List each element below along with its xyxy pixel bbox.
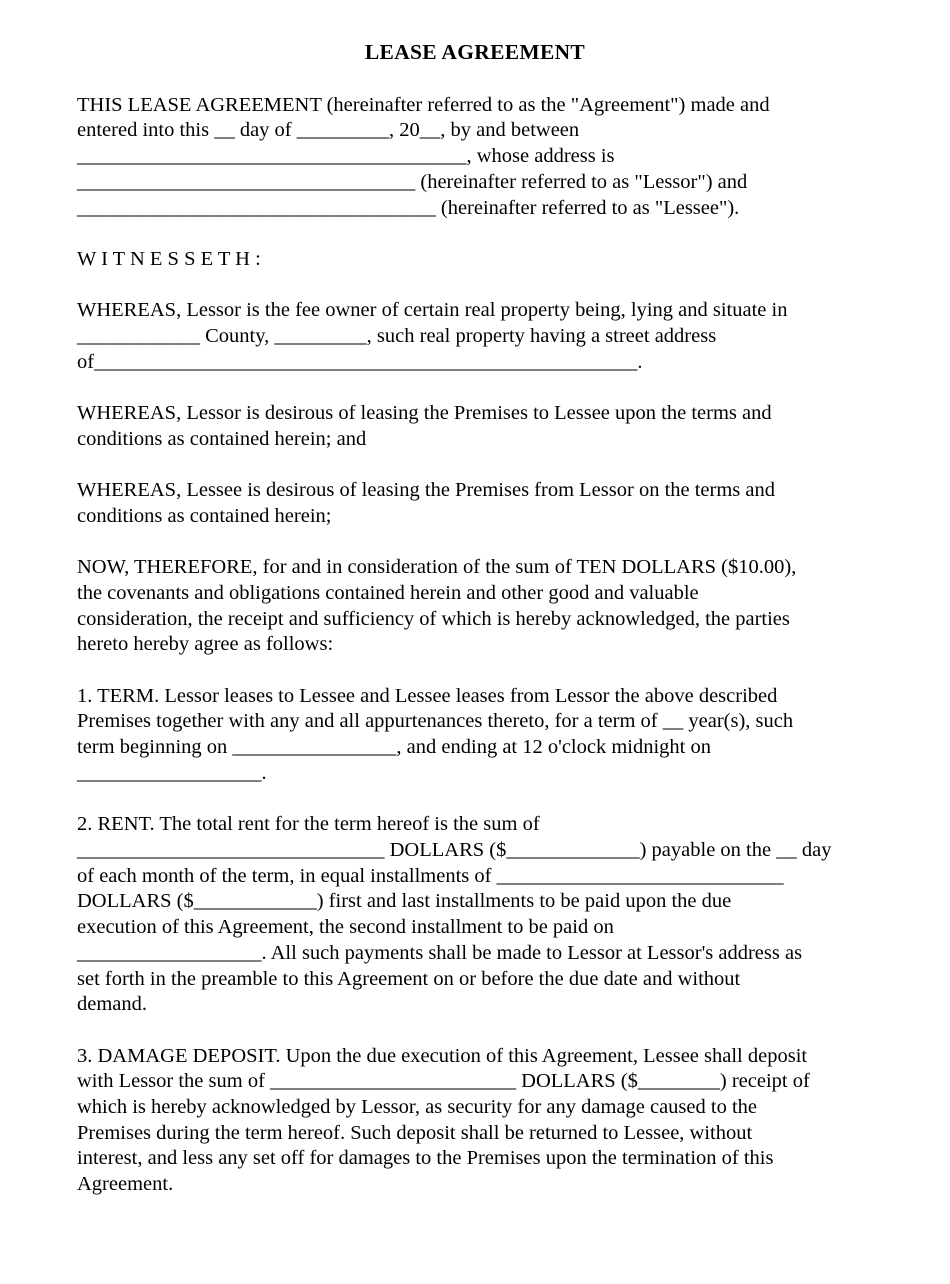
text-line-blank-field: __________________. All such payments shall be made to Lessor at Lessor's address as: [77, 941, 803, 964]
text-line-blank-field: of each month of the term, in equal installments of ____________________________: [77, 864, 784, 887]
document-title: LEASE AGREEMENT: [364, 40, 586, 64]
text-line-blank-field: __________________.: [77, 761, 267, 784]
text-line-blank-field: DOLLARS ($____________) first and last installments to be paid upon the due: [77, 890, 732, 913]
text-line: hereto hereby agree as follows:: [77, 633, 334, 656]
text-line-blank-field: ______________________________ DOLLARS ($_____________) payable on the __ day: [77, 838, 832, 861]
text-line: the covenants and obligations contained herein and other good and valuable: [77, 581, 699, 604]
paragraph-witnesseth: [77, 247, 873, 273]
section-2-rent: [77, 812, 873, 1018]
paragraph-whereas-lessee-desire: [77, 478, 873, 529]
paragraph-whereas-property: [77, 298, 873, 375]
text-line: WHEREAS, Lessor is desirous of leasing the Premises to Lessee upon the terms and: [77, 402, 772, 425]
text-line: WHEREAS, Lessee is desirous of leasing the Premises from Lessor on the terms and: [77, 479, 776, 502]
text-line: 1. TERM. Lessor leases to Lessee and Lessee leases from Lessor the above described: [77, 684, 778, 707]
text-line: THIS LEASE AGREEMENT (hereinafter referred to as the "Agreement") made and: [77, 93, 770, 116]
text-line: which is hereby acknowledged by Lessor, as security for any damage caused to the: [77, 1096, 758, 1118]
text-line: 3. DAMAGE DEPOSIT. Upon the due execution of this Agreement, Lessee shall deposit: [77, 1044, 808, 1067]
section-1-term: [77, 684, 873, 787]
text-line-blank-field: _________________________________ (hereinafter referred to as "Lessor") and: [77, 170, 748, 193]
text-line: NOW, THEREFORE, for and in consideration of the sum of TEN DOLLARS ($10.00),: [77, 556, 797, 579]
text-line: Premises during the term hereof. Such deposit shall be returned to Lessee, without: [77, 1121, 753, 1144]
text-line: interest, and less any set off for damages to the Premises upon the termination of this: [77, 1147, 774, 1170]
text-line: 2. RENT. The total rent for the term hereof is the sum of: [77, 813, 540, 836]
text-line-blank-field: of_____________________________________________________.: [77, 350, 643, 373]
paragraph-preamble: [77, 93, 873, 222]
text-line-blank-field: ___________________________________ (hereinafter referred to as "Lessee").: [77, 196, 740, 219]
text-line: execution of this Agreement, the second installment to be paid on: [77, 916, 614, 939]
text-line: WHEREAS, Lessor is the fee owner of certain real property being, lying and situate in: [77, 299, 788, 322]
text-line-blank-field: term beginning on ________________, and ending at 12 o'clock midnight on: [77, 736, 711, 759]
text-line: entered into this __ day of _________, 20__, by and between: [77, 119, 580, 142]
section-3-damage-deposit: [77, 1044, 873, 1198]
text-line: demand.: [77, 993, 148, 1016]
witnesseth-heading: W I T N E S S E T H :: [77, 247, 261, 270]
text-line: conditions as contained herein;: [77, 504, 332, 527]
text-line-blank-field: ______________________________________, whose address is: [77, 145, 615, 168]
text-line: conditions as contained herein; and: [77, 427, 367, 450]
text-line: Agreement.: [77, 1173, 174, 1196]
text-line-blank-field: ____________ County, _________, such real property having a street address: [77, 325, 717, 347]
text-line-blank-field: with Lessor the sum of ________________________ DOLLARS ($________) receipt of: [77, 1070, 810, 1093]
text-line: consideration, the receipt and sufficiency of which is hereby acknowledged, the parties: [77, 607, 790, 630]
paragraph-now-therefore: [77, 555, 873, 658]
paragraph-whereas-lessor-desire: [77, 401, 873, 452]
text-line: set forth in the preamble to this Agreement on or before the due date and without: [77, 967, 741, 990]
text-line: Premises together with any and all appurtenances thereto, for a term of __ year(s), such: [77, 710, 794, 733]
